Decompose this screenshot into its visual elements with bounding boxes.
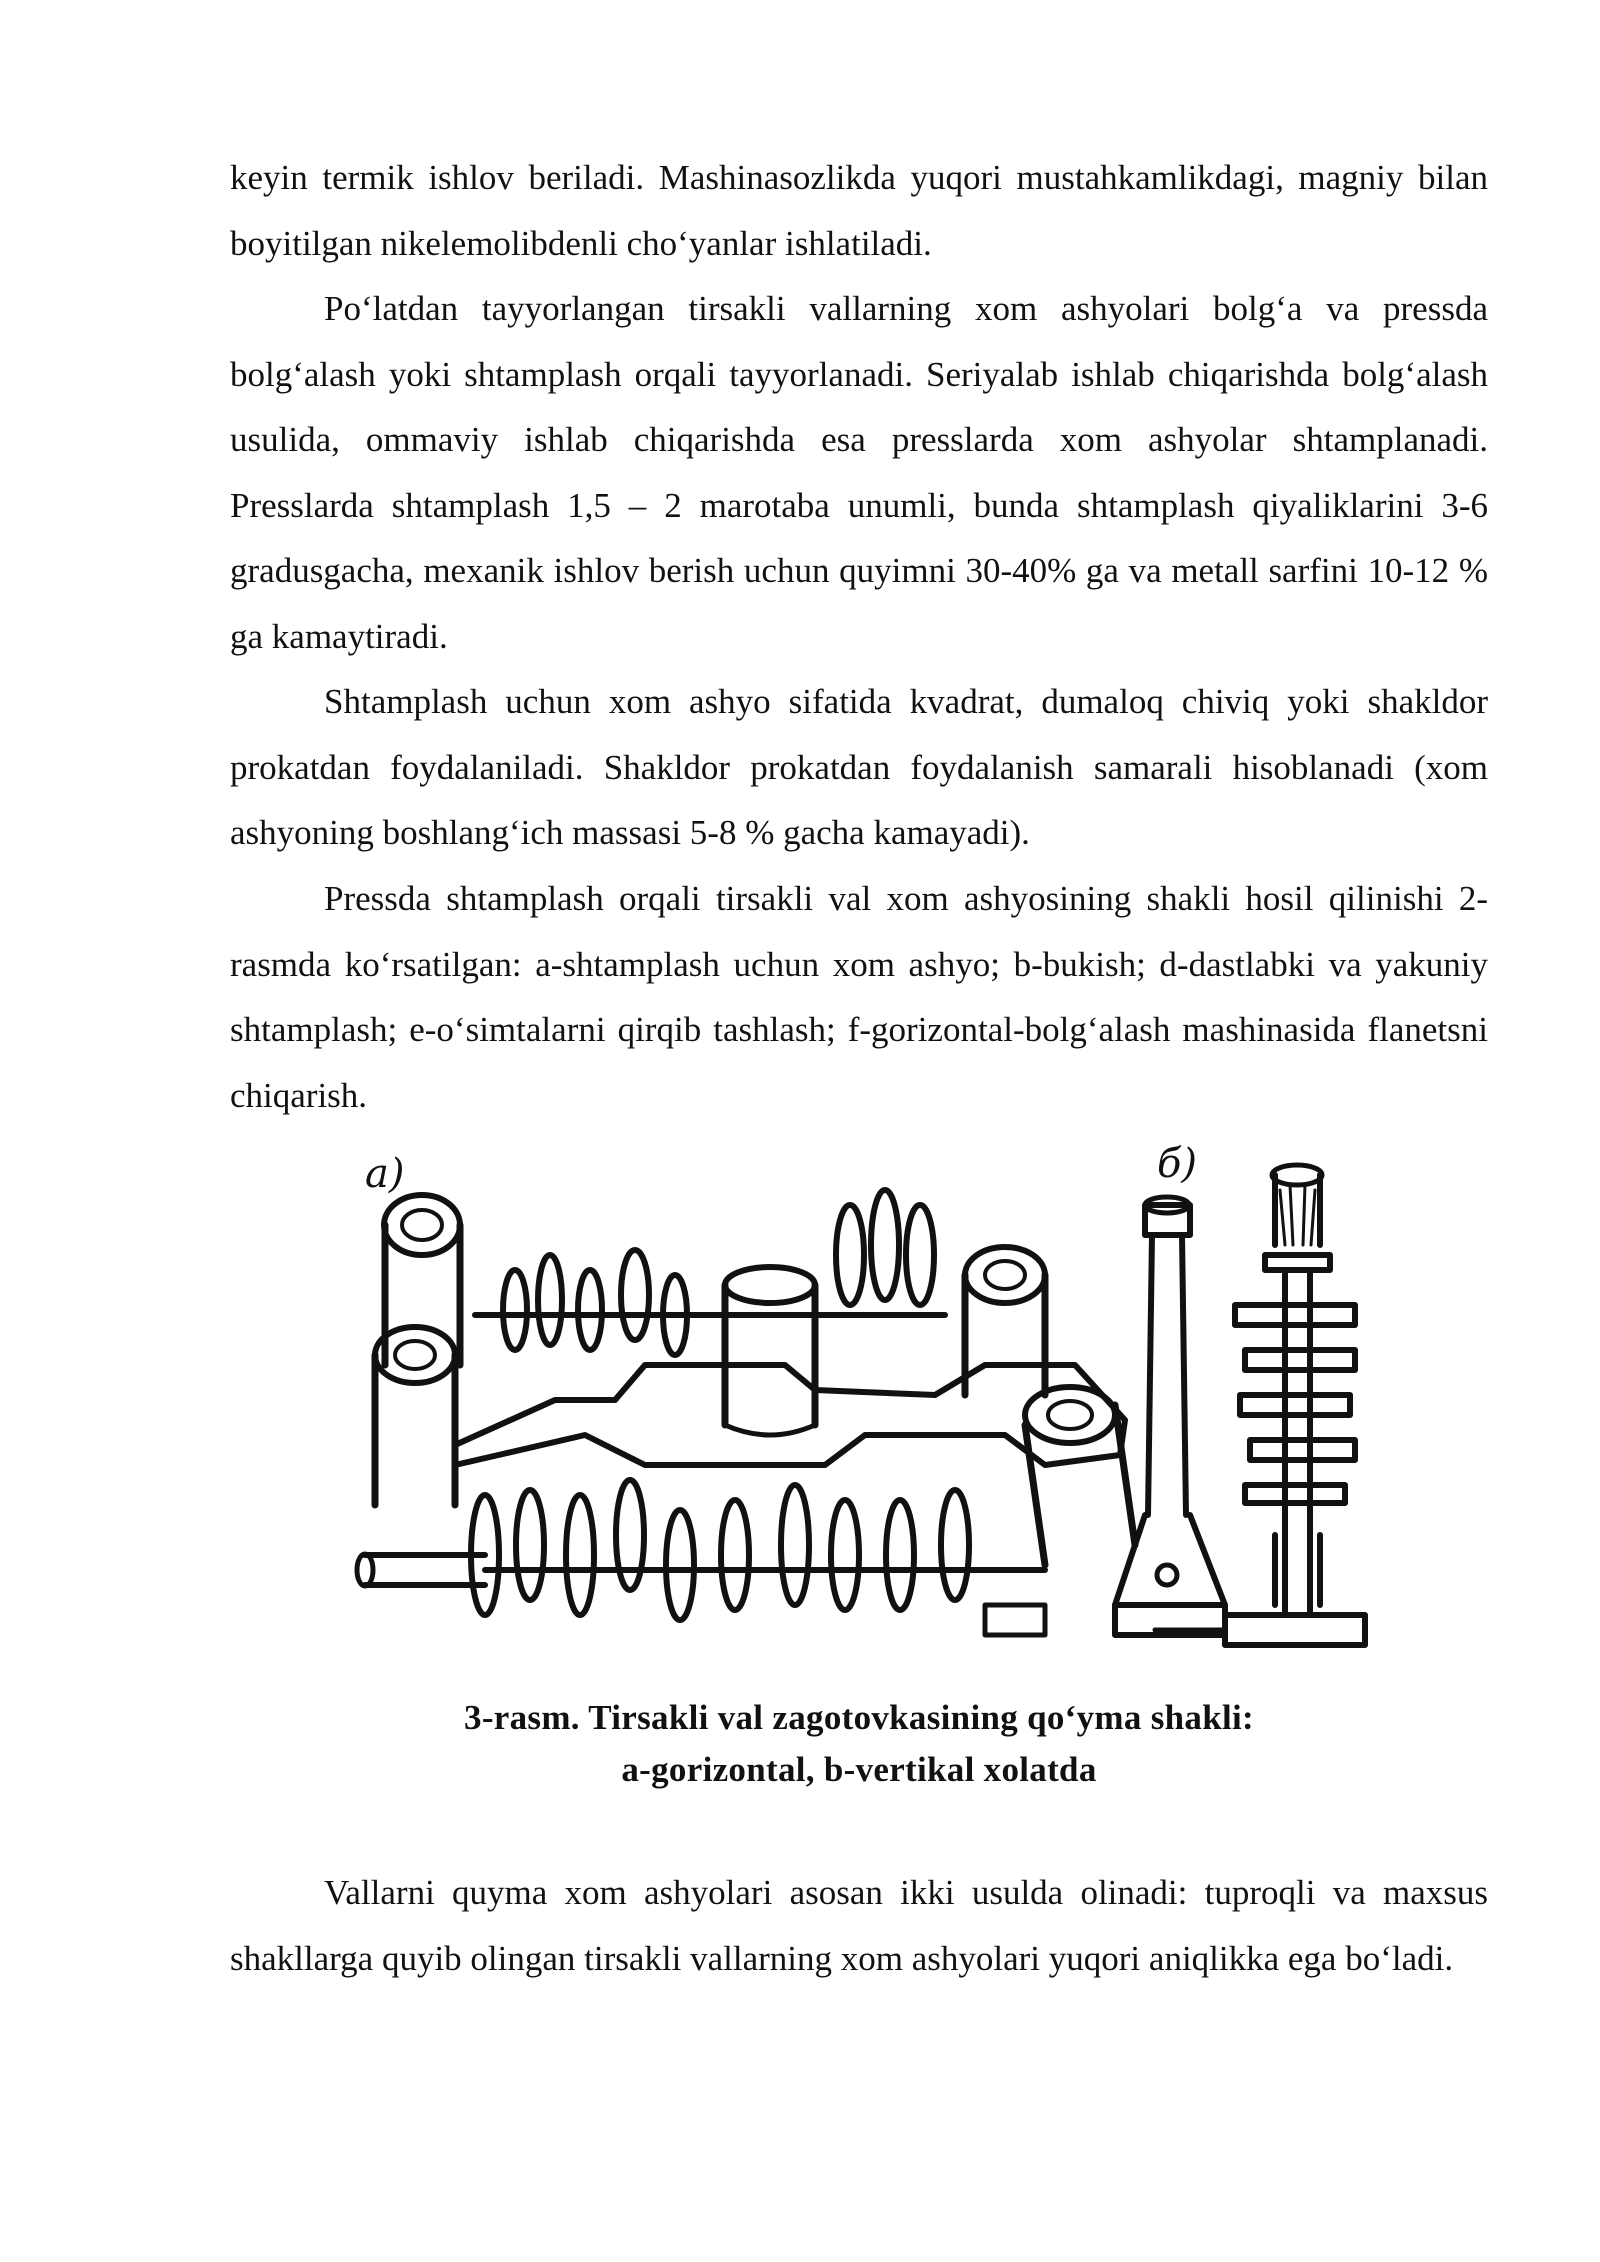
figure-caption-line-1: 3-rasm. Tirsakli val zagotovkasining qo‘yma shakli: — [464, 1698, 1254, 1737]
figure-label-b: б) — [1157, 1141, 1198, 1187]
paragraph-4: Pressda shtamplash orqali tirsakli val xom ashyosining shakli hosil qilinishi 2-rasmda ko‘rsatilgan: a-shtamplash uchun xom ashyo; b-bukish; d-dastlabki va yakuniy shtamplash; e-o‘simtalarni qirqib tashlash; f-gorizontal-bolg‘alash mashinasida flanetsni chiqarish. — [230, 879, 1488, 1115]
crankshaft-illustration — [345, 1135, 1415, 1665]
paragraph-2: Po‘latdan tayyorlangan tirsakli vallarning xom ashyolari bolg‘a va pressda bolg‘alash yoki shtamplash orqali tayyorlanadi. Seriyalab ishlab chiqarishda bolg‘alash usulida, ommaviy ishlab chiqarishda esa presslarda xom ashyolar shtamplanadi. Presslarda shtamplash 1,5 – 2 marotaba unumli, bunda shtamplash qiyaliklarini 3-6 gradusgacha, mexanik ishlov berish uchun quyimni 30-40% ga va metall sarfini 10-12 % ga kamaytiradi. — [230, 289, 1488, 656]
crankshaft-figure — [345, 1135, 1415, 1665]
figure-label-a: а) — [365, 1151, 405, 1197]
paragraph-5: Vallarni quyma xom ashyolari asosan ikki usulda olinadi: tuproqli va maxsus shakllarga quyib olingan tirsakli vallarning xom ashyolari yuqori aniqlikka ega bo‘ladi. — [230, 1873, 1488, 1978]
paragraph-3: Shtamplash uchun xom ashyo sifatida kvadrat, dumaloq chiviq yoki shakldor prokatdan foydalaniladi. Shakldor prokatdan foydalanish samarali hisoblanadi (xom ashyoning boshlang‘ich massasi 5-8 % gacha kamayadi). — [230, 682, 1488, 852]
figure-caption-line-2: a-gorizontal, b-vertikal xolatda — [621, 1750, 1097, 1789]
paragraph-1: keyin termik ishlov beriladi. Mashinasozlikda yuqori mustahkamlikdagi, magniy bilan boyitilgan nikelemolibdenli cho‘yanlar ishlatiladi. — [230, 158, 1488, 263]
